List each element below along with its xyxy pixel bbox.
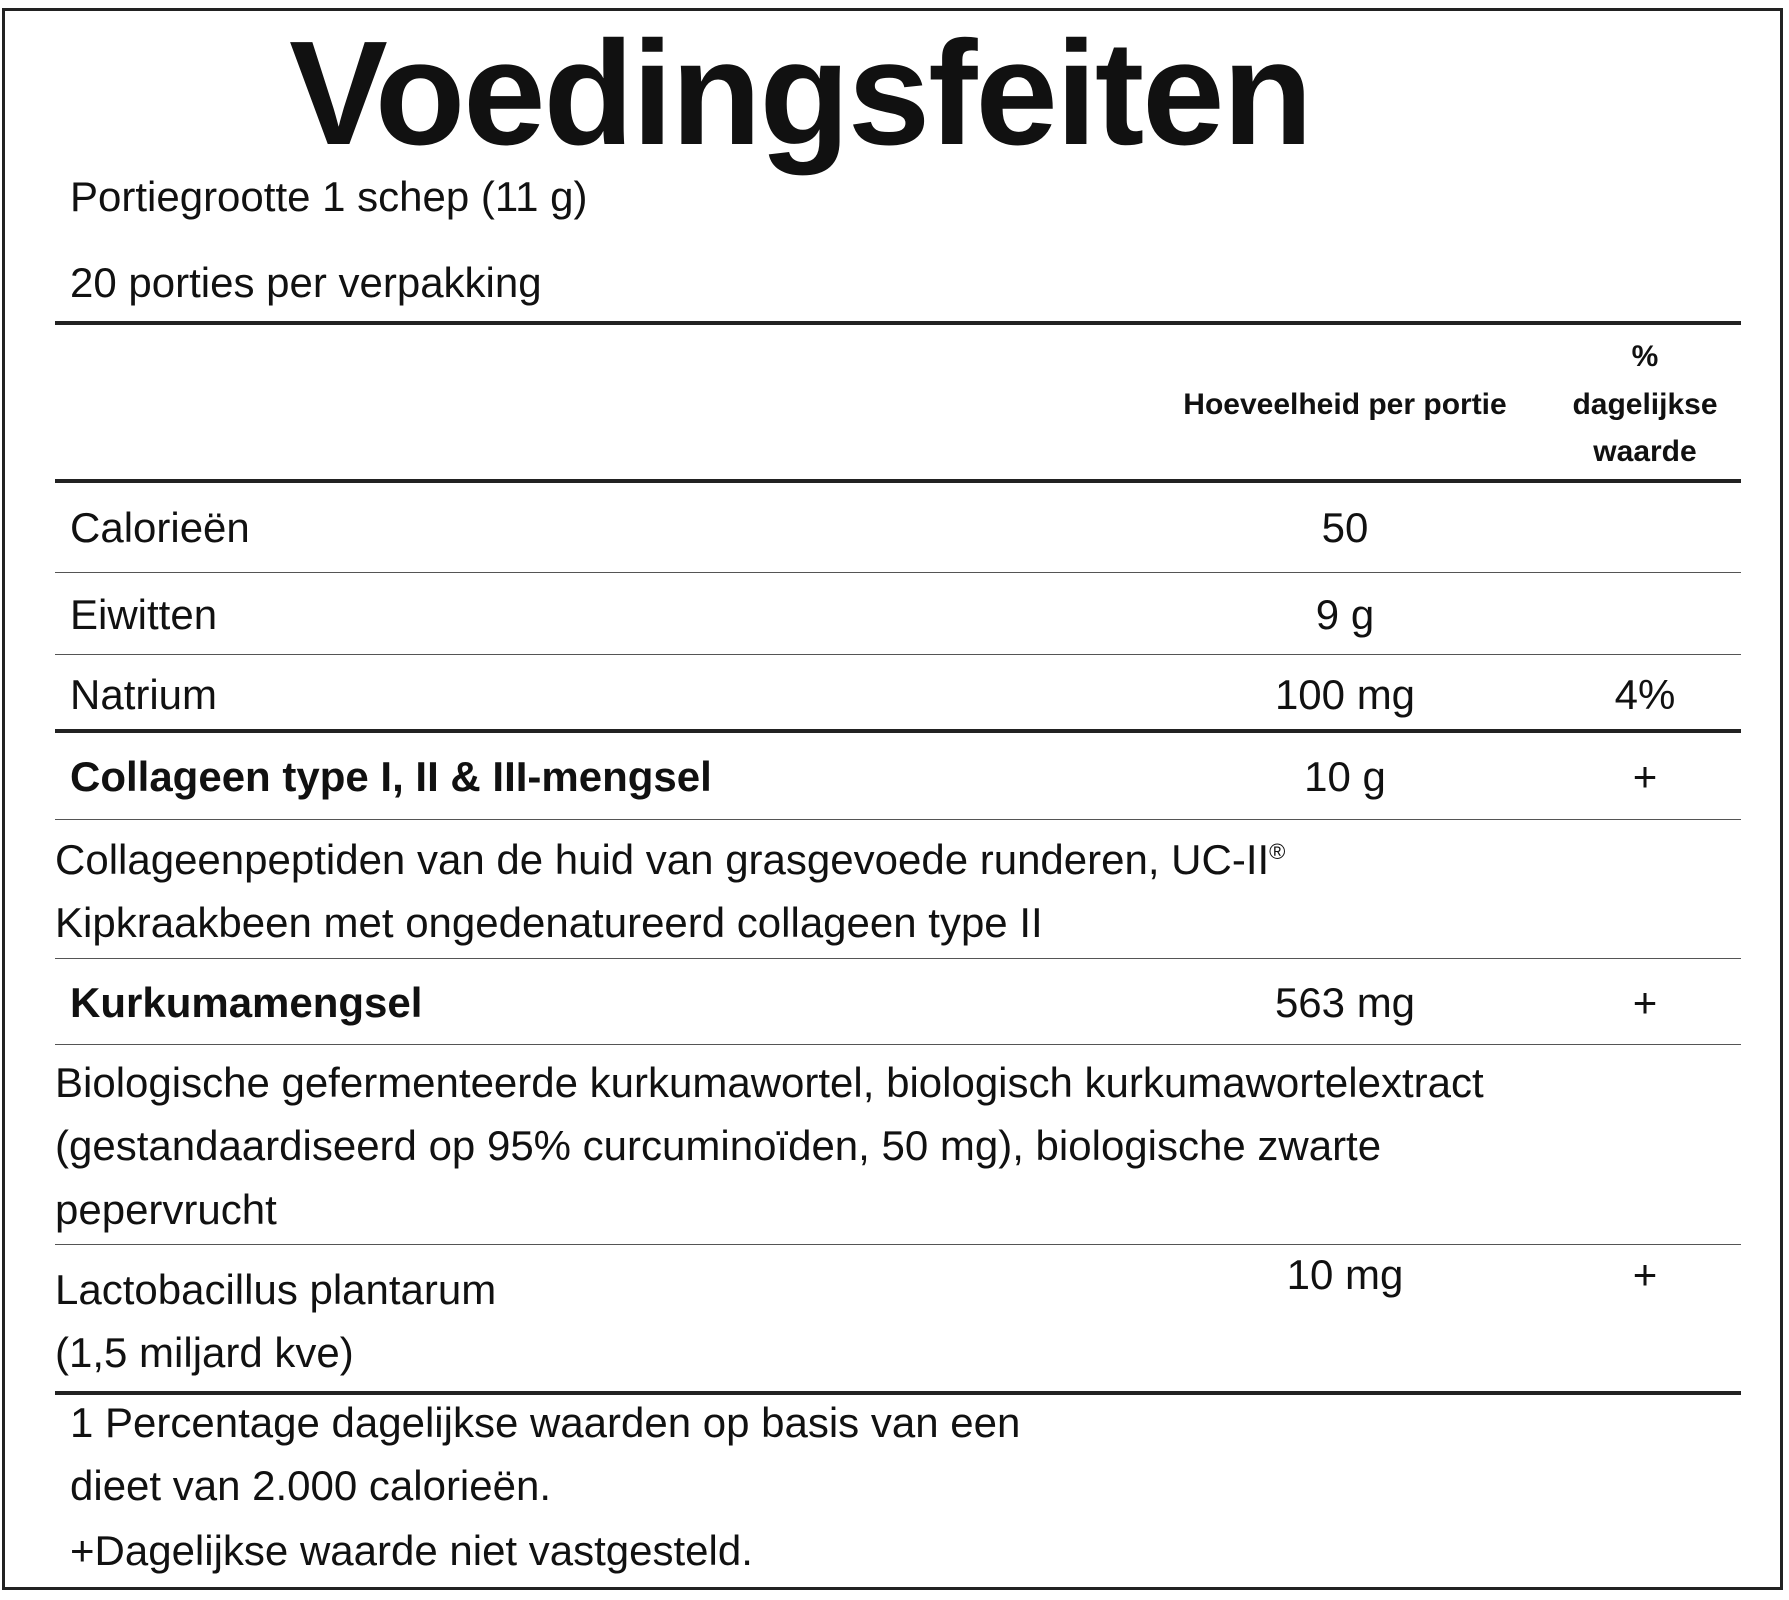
label-title: Voedingsfeiten — [289, 11, 1311, 176]
registered-mark: ® — [1269, 839, 1286, 864]
serving-size: Portiegrootte 1 schep (11 g) — [70, 173, 588, 220]
row-protein-amount: 9 g — [1315, 591, 1375, 638]
row-calories-name: Calorieën — [70, 504, 250, 551]
row-lactobacillus-name: Lactobacillus plantarum — [55, 1266, 497, 1313]
collagen-description-line2: Kipkraakbeen met ongedenatureerd collageen type II — [55, 899, 1043, 946]
footnote-line1: 1 Percentage dagelijkse waarden op basis van een — [70, 1399, 1021, 1446]
divider-header — [55, 479, 1741, 483]
row-collagen-amount: 10 g — [1304, 753, 1386, 800]
column-header-amount: Hoeveelheid per portie — [1183, 388, 1507, 421]
collagen-description-line1: Collageenpeptiden van de huid van grasgevoede runderen, UC-II® — [55, 836, 1286, 883]
row-collagen-name: Collageen type I, II & III-mengsel — [70, 753, 712, 800]
divider-row — [55, 819, 1741, 820]
row-turmeric-dv: + — [1632, 979, 1658, 1026]
row-calories-amount: 50 — [1321, 504, 1369, 551]
row-sodium-dv: 4% — [1614, 671, 1676, 718]
divider-bottom — [55, 1391, 1741, 1395]
servings-per-container: 20 porties per verpakking — [70, 259, 542, 306]
row-sodium-name: Natrium — [70, 671, 218, 718]
column-header-dv-word1: dagelijkse — [1572, 388, 1718, 421]
row-turmeric-amount: 563 mg — [1274, 979, 1416, 1026]
divider-row — [55, 1244, 1741, 1245]
row-lactobacillus-amount: 10 mg — [1286, 1251, 1404, 1298]
footnote-line3: +Dagelijkse waarde niet vastgesteld. — [70, 1527, 753, 1574]
divider-row — [55, 958, 1741, 959]
row-lactobacillus-dv: + — [1632, 1251, 1658, 1298]
divider-row — [55, 654, 1741, 655]
turmeric-description-line1: Biologische gefermenteerde kurkumawortel, biologisch kurkumawortelextract — [55, 1059, 1484, 1106]
divider-row — [55, 1044, 1741, 1045]
turmeric-description-line2: (gestandaardiseerd op 95% curcuminoïden, 50 mg), biologische zwarte — [55, 1122, 1382, 1169]
row-protein-name: Eiwitten — [70, 591, 218, 638]
row-turmeric-name: Kurkumamengsel — [70, 979, 423, 1026]
column-header-dv-symbol: % — [1631, 340, 1659, 373]
divider-top — [55, 321, 1741, 325]
column-header-dv-word2: waarde — [1593, 435, 1697, 468]
row-lactobacillus-name-line2: (1,5 miljard kve) — [55, 1329, 354, 1376]
divider-section — [55, 729, 1741, 733]
turmeric-description-line3: pepervrucht — [55, 1186, 277, 1233]
row-sodium-amount: 100 mg — [1274, 671, 1416, 718]
footnote-line2: dieet van 2.000 calorieën. — [70, 1462, 552, 1509]
row-collagen-dv: + — [1632, 753, 1658, 800]
divider-row — [55, 572, 1741, 573]
